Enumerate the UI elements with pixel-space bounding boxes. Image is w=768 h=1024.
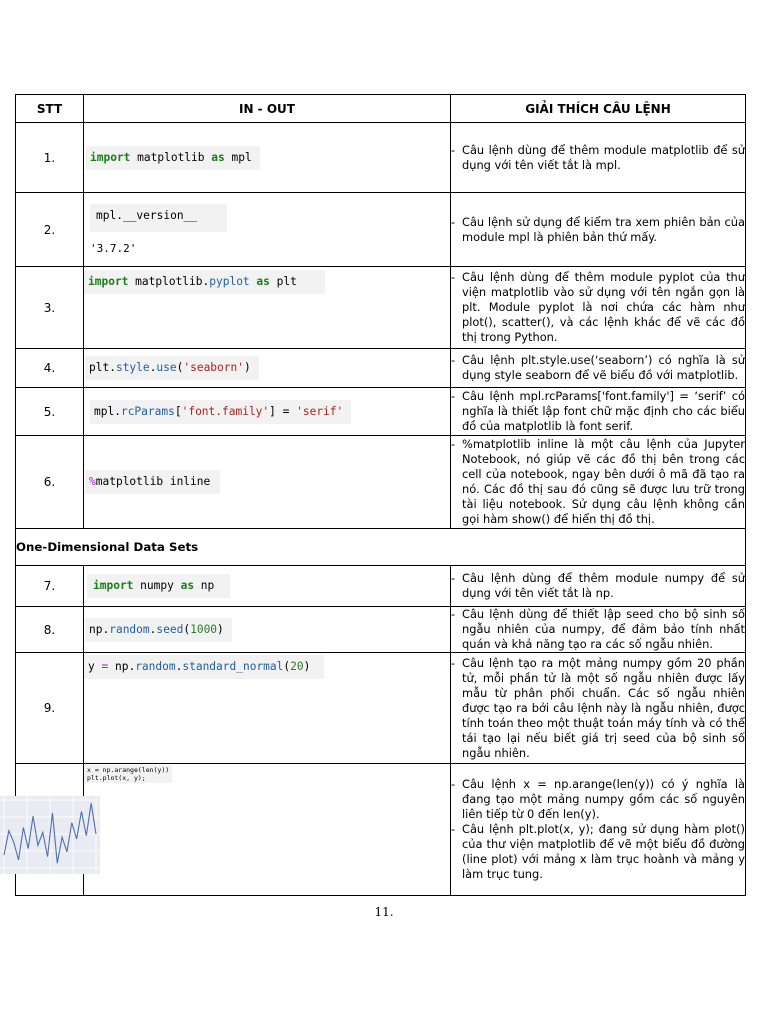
code-block: %matplotlib inline (85, 470, 220, 494)
table-row (16, 193, 746, 267)
code-block: import matplotlib as mpl (86, 146, 260, 170)
explanation-text: - Câu lệnh tạo ra một mảng numpy gồm 20 phần tử, mỗi phần tử là một số ngẫu nhiên được lấy mẫu từ phân phối chuẩn. Các số ngẫu nhiên được tạo ra bởi câu lệnh này là ngẫu nhiên, được tính toán theo một thuật toán máy tính và có thể tái tạo lại nếu biết giá trị seed của bộ sinh số ngẫu nhiên. (451, 656, 745, 761)
explanation-text: - Câu lệnh dùng để thêm module matplotlib để sử dụng với tên viết tắt là mpl. (451, 143, 745, 173)
page-number: 11. (374, 905, 394, 919)
table-row (16, 607, 746, 653)
code-cell (84, 388, 451, 436)
table-row (16, 566, 746, 607)
code-cell (84, 764, 451, 896)
explanation-cell (451, 349, 746, 388)
code-block: plt.style.use('seaborn') (85, 356, 259, 380)
explanation-cell (451, 436, 746, 529)
row-number: 7. (16, 566, 84, 607)
explanation-text: - Câu lệnh dùng để thêm module pyplot của thư viện matplotlib vào sử dụng với tên ngắn gọn là plt. Module pyplot là nơi chứa các hàm như plot(), scatter(), và các lệnh khác để vẽ các đồ thị trong Python. (451, 270, 745, 345)
explanation-cell (451, 388, 746, 436)
explanation-cell (451, 193, 746, 267)
table-row (16, 436, 746, 529)
header-inout: IN - OUT (84, 95, 451, 123)
code-block: np.random.seed(1000) (85, 618, 232, 642)
code-cell (84, 193, 451, 267)
code-cell (84, 267, 451, 349)
header-stt: STT (16, 95, 84, 123)
row-number: 1. (16, 123, 84, 193)
explanation-cell (451, 607, 746, 653)
table-row (16, 123, 746, 193)
row-number: 5. (16, 388, 84, 436)
explanation-text: - Câu lệnh dùng để thêm module numpy để sử dụng với tên viết tắt là np. (451, 571, 745, 601)
row-number: 2. (16, 193, 84, 267)
table-row (16, 388, 746, 436)
row-number: 9. (16, 653, 84, 764)
code-cell (84, 123, 451, 193)
row-number: 4. (16, 349, 84, 388)
explanation-text: - Câu lệnh sử dụng để kiểm tra xem phiên bản của module mpl là phiên bản thứ mấy. (451, 215, 745, 245)
code-block: x = np.arange(len(y)) plt.plot(x, y); (84, 765, 172, 783)
row-number: 3. (16, 267, 84, 349)
explanation-cell (451, 566, 746, 607)
output-text: '3.7.2' (90, 242, 137, 255)
explanation-text: - %matplotlib inline là một câu lệnh của Jupyter Notebook, nó giúp vẽ các đồ thị bên trong các cell của notebook, ngay bên dưới ô mã đã tạo ra nó. Các đồ thị sau đó cũng sẽ được lưu trữ trong tài liệu notebook. Sử dụng câu lệnh không cần gọi hàm show() để hiển thị đồ thị. (451, 437, 745, 527)
code-cell (84, 349, 451, 388)
content-table (15, 94, 746, 896)
code-block: mpl.rcParams['font.family'] = 'serif' (90, 400, 351, 424)
code-cell (84, 566, 451, 607)
explanation-cell (451, 267, 746, 349)
code-block: import matplotlib.pyplot as plt (84, 270, 325, 294)
code-block: y = np.random.standard_normal(20) (84, 655, 324, 679)
code-cell (84, 653, 451, 764)
explanation-text: - Câu lệnh mpl.rcParams['font.family'] = ‘serif’ có nghĩa là thiết lập font chữ mặc định cho các biểu đồ của matplotlib là font serif. (451, 389, 745, 434)
code-cell (84, 436, 451, 529)
explanation-text: - Câu lệnh dùng để thiết lập seed cho bộ sinh số ngẫu nhiên của numpy, để đảm bảo tính nhất quán và khả năng tạo ra các số ngẫu nhiên. (451, 607, 745, 652)
explanation-text: - Câu lệnh plt.style.use(‘seaborn’) có nghĩa là sử dụng style seaborn để vẽ biểu đồ với matplotlib. (451, 353, 745, 383)
header-row (16, 95, 746, 123)
row-number: 6. (16, 436, 84, 529)
code-block: mpl.__version__ (90, 204, 227, 232)
header-explain: GIẢI THÍCH CÂU LỆNH (451, 95, 746, 123)
section-row (16, 529, 746, 566)
explanation-cell (451, 653, 746, 764)
table-row (16, 764, 746, 896)
line-plot (0, 796, 100, 874)
table-row (16, 653, 746, 764)
section-title: One-Dimensional Data Sets (16, 529, 746, 566)
table-row (16, 349, 746, 388)
explanation-cell (451, 764, 746, 896)
code-block: import numpy as np (87, 574, 230, 598)
explanation-text: - Câu lệnh x = np.arange(len(y)) có ý nghĩa là đang tạo một mảng numpy gồm các số nguyên liên tiếp từ 0 đến len(y). (451, 777, 745, 822)
table-row (16, 267, 746, 349)
row-number: 8. (16, 607, 84, 653)
code-cell (84, 607, 451, 653)
explanation-text: - Câu lệnh plt.plot(x, y); đang sử dụng hàm plot() của thư viện matplotlib để vẽ một biểu đồ đường (line plot) với mảng x làm trục hoành và mảng y làm trục tung. (451, 822, 745, 882)
explanation-cell (451, 123, 746, 193)
